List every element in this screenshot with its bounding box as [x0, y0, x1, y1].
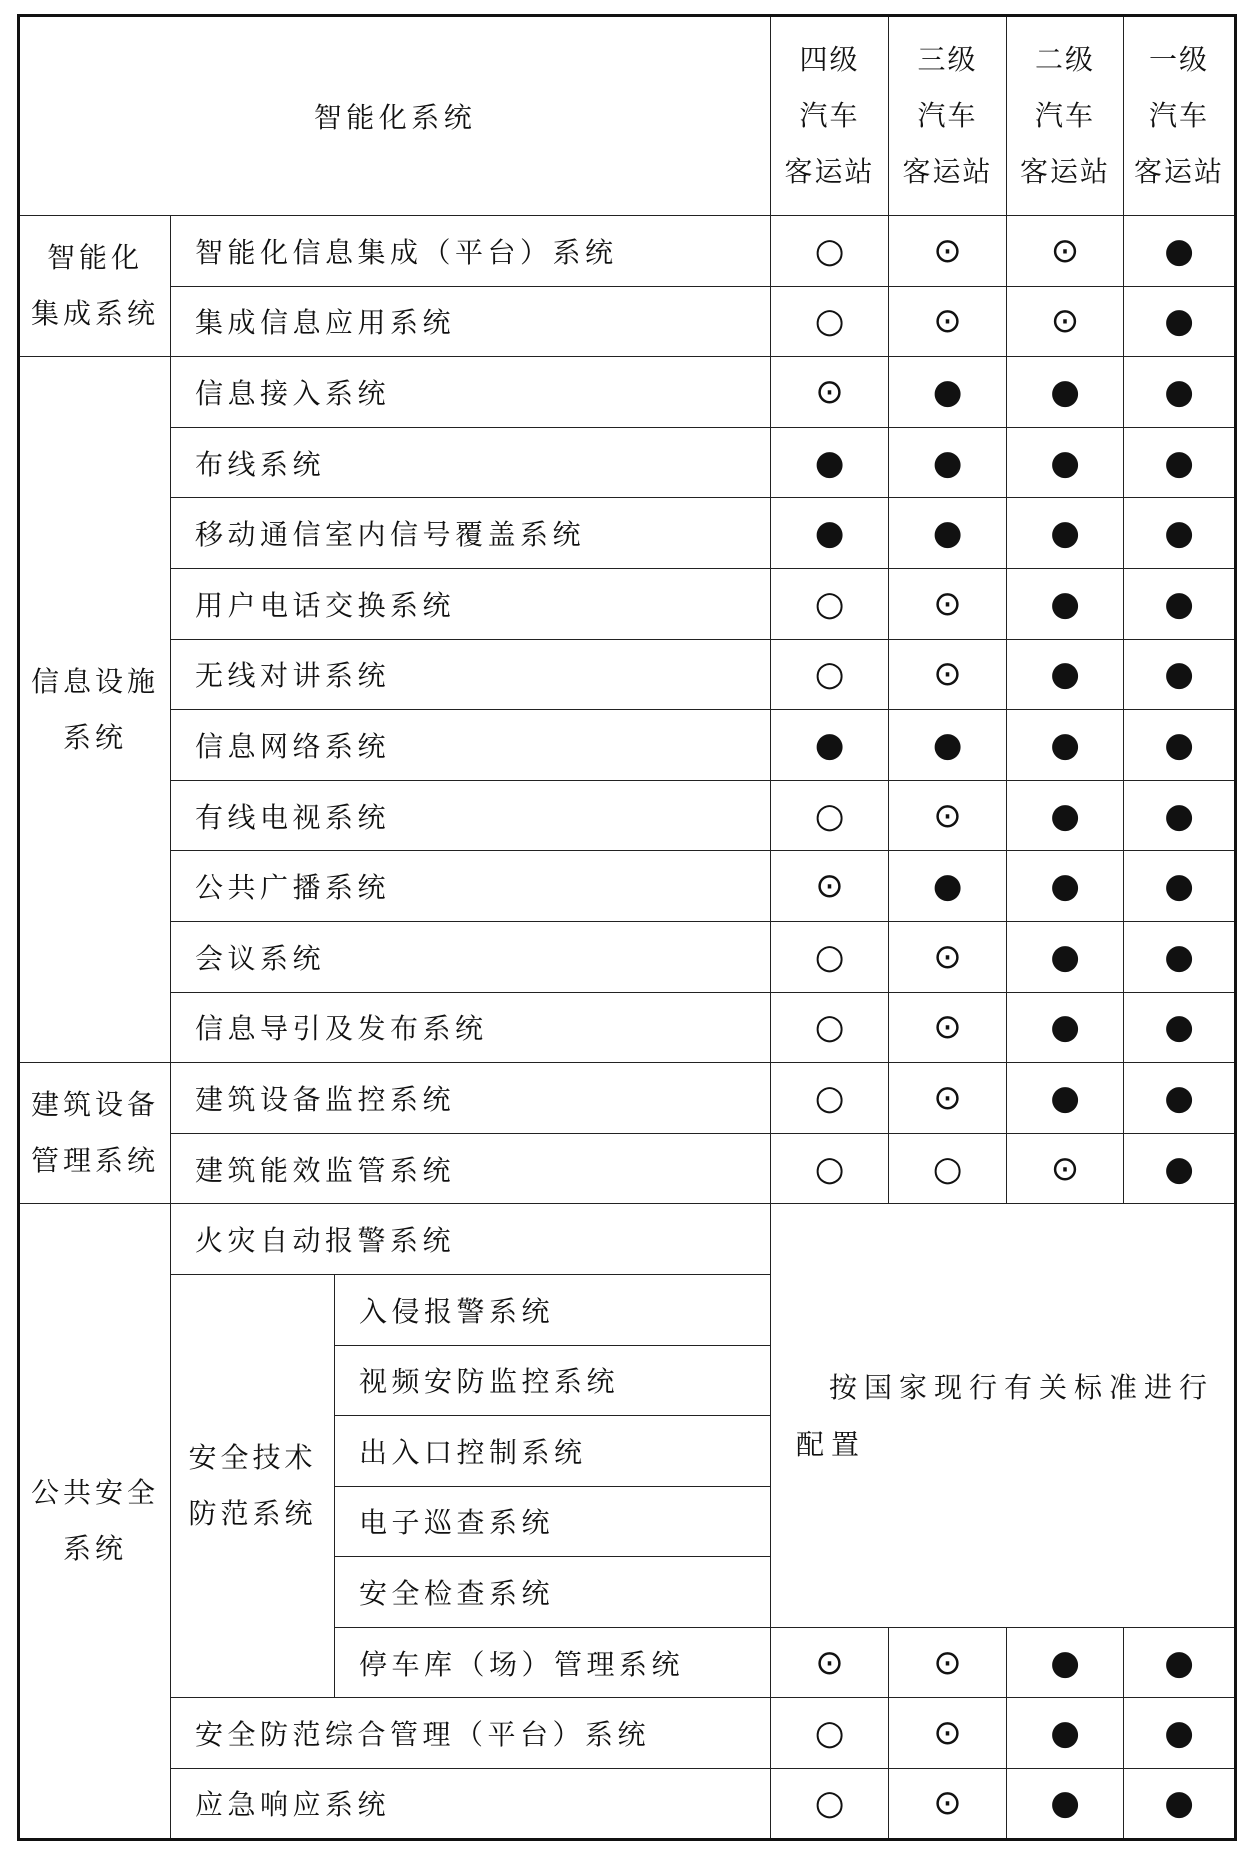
- spec-table: [17, 14, 1237, 1841]
- table-row: [19, 1698, 1236, 1769]
- header-line: 一级: [1149, 43, 1210, 76]
- grade-4-mark: ⊙: [771, 1627, 889, 1698]
- grade-2-header: [1007, 16, 1124, 216]
- table-row: [19, 1063, 1236, 1134]
- system-item: 出入口控制系统: [335, 1416, 771, 1487]
- grade-1-mark: ●: [1124, 1627, 1236, 1698]
- grade-4-mark: ○: [771, 921, 889, 992]
- table-row: [19, 851, 1236, 922]
- grade-3-header: [889, 16, 1007, 216]
- grade-2-mark: ●: [1007, 710, 1124, 781]
- grade-2-mark: ●: [1007, 992, 1124, 1063]
- grade-3-mark: ●: [889, 851, 1007, 922]
- grade-4-mark: ○: [771, 1769, 889, 1840]
- system-item: 用户电话交换系统: [171, 568, 771, 639]
- grade-2-mark: ●: [1007, 1063, 1124, 1134]
- category-line: 建筑设备: [30, 1088, 159, 1122]
- config-note: 按国家现行有关标准进行配置: [771, 1204, 1236, 1628]
- system-item: 信息导引及发布系统: [171, 992, 771, 1063]
- header-line: 汽车: [917, 99, 978, 132]
- table-row: [19, 780, 1236, 851]
- category-cell: [19, 216, 171, 357]
- system-item: 信息接入系统: [171, 357, 771, 428]
- header-row: [19, 16, 1236, 216]
- category-cell: [19, 1204, 171, 1839]
- system-item: 布线系统: [171, 427, 771, 498]
- system-item: 公共广播系统: [171, 851, 771, 922]
- grade-2-mark: ●: [1007, 498, 1124, 569]
- table-row: [19, 357, 1236, 428]
- category-line: 信息设施: [30, 664, 159, 698]
- system-item: 无线对讲系统: [171, 639, 771, 710]
- grade-4-mark: ●: [771, 427, 889, 498]
- grade-3-mark: ○: [889, 1133, 1007, 1204]
- system-item: 信息网络系统: [171, 710, 771, 781]
- category-line: 管理系统: [30, 1144, 159, 1178]
- table-row: [19, 498, 1236, 569]
- header-line: 客运站: [784, 155, 875, 188]
- grade-2-mark: ●: [1007, 921, 1124, 992]
- grade-2-mark: ⊙: [1007, 216, 1124, 287]
- grade-3-mark: ⊙: [889, 780, 1007, 851]
- grade-3-mark: ⊙: [889, 286, 1007, 357]
- system-item: 有线电视系统: [171, 780, 771, 851]
- system-item: 安全检查系统: [335, 1557, 771, 1628]
- grade-2-mark: ●: [1007, 1698, 1124, 1769]
- grade-3-mark: ●: [889, 498, 1007, 569]
- header-line: 汽车: [799, 99, 860, 132]
- header-line: 二级: [1035, 43, 1096, 76]
- grade-2-mark: ●: [1007, 1627, 1124, 1698]
- grade-3-mark: ●: [889, 427, 1007, 498]
- grade-2-mark: ●: [1007, 568, 1124, 639]
- system-header: 智能化系统: [19, 16, 771, 216]
- grade-1-mark: ●: [1124, 851, 1236, 922]
- subcategory-cell: [171, 1274, 335, 1698]
- grade-4-mark: ○: [771, 992, 889, 1063]
- grade-1-mark: ●: [1124, 780, 1236, 851]
- system-item: 移动通信室内信号覆盖系统: [171, 498, 771, 569]
- header-line: 汽车: [1149, 99, 1210, 132]
- category-cell: [19, 357, 171, 1063]
- grade-3-mark: ⊙: [889, 921, 1007, 992]
- grade-1-mark: ●: [1124, 568, 1236, 639]
- table-row: [19, 427, 1236, 498]
- grade-3-mark: ⊙: [889, 1769, 1007, 1840]
- grade-4-mark: ○: [771, 1063, 889, 1134]
- grade-1-header: [1124, 16, 1236, 216]
- grade-3-mark: ⊙: [889, 639, 1007, 710]
- grade-1-mark: ●: [1124, 427, 1236, 498]
- grade-1-mark: ●: [1124, 357, 1236, 428]
- header-line: 客运站: [1020, 155, 1111, 188]
- header-line: 汽车: [1035, 99, 1096, 132]
- grade-3-mark: ⊙: [889, 216, 1007, 287]
- system-item: 安全防范综合管理（平台）系统: [171, 1698, 771, 1769]
- table-row: [19, 639, 1236, 710]
- grade-3-mark: ⊙: [889, 1698, 1007, 1769]
- header-line: 客运站: [902, 155, 993, 188]
- grade-1-mark: ●: [1124, 1063, 1236, 1134]
- category-line: 公共安全: [30, 1475, 159, 1509]
- table-row: [19, 286, 1236, 357]
- grade-3-mark: ⊙: [889, 992, 1007, 1063]
- grade-4-mark: ○: [771, 1698, 889, 1769]
- grade-1-mark: ●: [1124, 710, 1236, 781]
- grade-4-mark: ○: [771, 780, 889, 851]
- grade-1-mark: ●: [1124, 1769, 1236, 1840]
- table-row: [19, 216, 1236, 287]
- grade-2-mark: ●: [1007, 639, 1124, 710]
- grade-3-mark: ⊙: [889, 568, 1007, 639]
- grade-1-mark: ●: [1124, 921, 1236, 992]
- grade-3-mark: ●: [889, 357, 1007, 428]
- grade-2-mark: ●: [1007, 1769, 1124, 1840]
- grade-4-mark: ⊙: [771, 357, 889, 428]
- grade-2-mark: ●: [1007, 427, 1124, 498]
- subcategory-line: 防范系统: [188, 1497, 317, 1531]
- table-row: [19, 1769, 1236, 1840]
- table-row: [19, 992, 1236, 1063]
- grade-2-mark: ⊙: [1007, 286, 1124, 357]
- grade-2-mark: ●: [1007, 851, 1124, 922]
- header-line: 客运站: [1134, 155, 1225, 188]
- grade-1-mark: ●: [1124, 498, 1236, 569]
- system-item: 应急响应系统: [171, 1769, 771, 1840]
- grade-3-mark: ●: [889, 710, 1007, 781]
- system-item: 火灾自动报警系统: [171, 1204, 771, 1275]
- category-cell: [19, 1063, 171, 1204]
- system-item: 建筑能效监管系统: [171, 1133, 771, 1204]
- subcategory-line: 安全技术: [188, 1441, 317, 1475]
- grade-4-mark: ⊙: [771, 851, 889, 922]
- table-row: [19, 710, 1236, 781]
- category-line: 系统: [62, 720, 127, 754]
- system-item: 视频安防监控系统: [335, 1345, 771, 1416]
- grade-4-mark: ○: [771, 286, 889, 357]
- grade-2-mark: ●: [1007, 357, 1124, 428]
- system-item: 入侵报警系统: [335, 1274, 771, 1345]
- system-item: 智能化信息集成（平台）系统: [171, 216, 771, 287]
- system-item: 建筑设备监控系统: [171, 1063, 771, 1134]
- grade-1-mark: ●: [1124, 286, 1236, 357]
- grade-4-mark: ●: [771, 710, 889, 781]
- grade-4-mark: ○: [771, 1133, 889, 1204]
- grade-1-mark: ●: [1124, 992, 1236, 1063]
- grade-2-mark: ⊙: [1007, 1133, 1124, 1204]
- grade-4-mark: ○: [771, 216, 889, 287]
- system-item: 电子巡查系统: [335, 1486, 771, 1557]
- table-row: [19, 921, 1236, 992]
- grade-3-mark: ⊙: [889, 1627, 1007, 1698]
- grade-2-mark: ●: [1007, 780, 1124, 851]
- system-item: 会议系统: [171, 921, 771, 992]
- table-row: [19, 568, 1236, 639]
- grade-1-mark: ●: [1124, 1133, 1236, 1204]
- grade-1-mark: ●: [1124, 216, 1236, 287]
- system-item: 集成信息应用系统: [171, 286, 771, 357]
- grade-4-mark: ○: [771, 568, 889, 639]
- table-row: [19, 1204, 1236, 1275]
- grade-1-mark: ●: [1124, 1698, 1236, 1769]
- category-line: 集成系统: [30, 297, 159, 331]
- header-line: 四级: [799, 43, 860, 76]
- table-row: [19, 1133, 1236, 1204]
- header-line: 三级: [917, 43, 978, 76]
- category-line: 系统: [62, 1531, 127, 1565]
- grade-4-mark: ●: [771, 498, 889, 569]
- system-item: 停车库（场）管理系统: [335, 1627, 771, 1698]
- grade-1-mark: ●: [1124, 639, 1236, 710]
- grade-4-mark: ○: [771, 639, 889, 710]
- grade-4-header: [771, 16, 889, 216]
- grade-3-mark: ⊙: [889, 1063, 1007, 1134]
- category-line: 智能化: [46, 241, 143, 275]
